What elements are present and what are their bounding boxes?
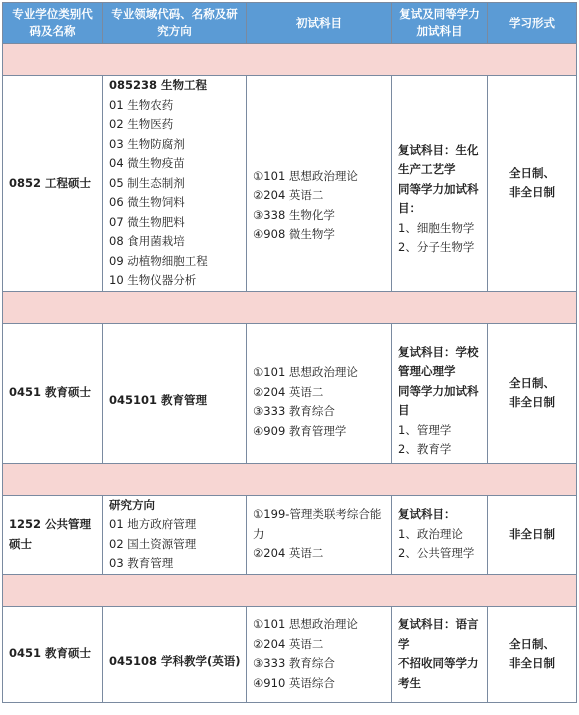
exam-item: ③333 教育综合: [253, 404, 335, 418]
mode-cell: [488, 495, 577, 574]
exam-item: ②204 英语二: [253, 636, 324, 651]
retest-item: 复试科目：语言学: [398, 617, 479, 651]
table-row: [3, 323, 577, 463]
retest-cell: [392, 323, 488, 463]
retest-item: 1、管理学: [398, 422, 452, 437]
mode-item: 非全日制: [509, 185, 555, 200]
field-item: 04 微生物疫苗: [109, 156, 185, 170]
field-title: 045101 教育管理: [109, 393, 208, 408]
exam-cell: [247, 323, 392, 463]
field-item: 01 地方政府管理: [109, 517, 197, 531]
field-item: 09 动植物细胞工程: [109, 253, 208, 268]
separator-row: [3, 463, 577, 495]
separator-row: [3, 291, 577, 323]
header-exam: 初试科目: [247, 3, 392, 44]
header-category: 专业学位类别代码及名称: [3, 3, 103, 44]
retest-item: 不招收同等学力考生: [398, 656, 479, 690]
exam-item: ①101 思想政治理论: [253, 365, 358, 379]
retest-item: 复试科目：学校管理心理学: [398, 344, 479, 378]
mode-item: 全日制、: [509, 375, 555, 390]
field-item: 06 微生物饲料: [109, 195, 185, 209]
table-row: [3, 495, 577, 574]
mode-cell: [488, 76, 577, 292]
retest-item: 1、政治理论: [398, 526, 463, 541]
exam-cell: [247, 76, 392, 292]
exam-item: ④909 教育管理学: [253, 423, 347, 438]
exam-item: ②204 英语二: [253, 546, 324, 561]
exam-item: ④908 微生物学: [253, 227, 335, 242]
mode-item: 非全日制: [509, 526, 555, 541]
separator-row: [3, 44, 577, 76]
exam-item: ③338 生物化学: [253, 207, 335, 222]
exam-item: ①101 思想政治理论: [253, 168, 358, 183]
mode-item: 非全日制: [509, 656, 555, 670]
field-item: 03 生物防腐剂: [109, 136, 185, 151]
retest-item: 同等学力加试科目: [398, 383, 479, 417]
retest-cell: [392, 76, 488, 292]
retest-item: 同等学力加试科目：: [398, 181, 479, 216]
separator-row: [3, 574, 577, 606]
exam-item: ④910 英语综合: [253, 675, 335, 690]
table-row: [3, 606, 577, 702]
category-cell: 0852 工程硕士: [3, 76, 103, 292]
exam-item: ②204 英语二: [253, 384, 324, 399]
mode-item: 全日制、: [509, 636, 555, 651]
category-cell: 1252 公共管理硕士: [3, 495, 103, 574]
category-cell: 0451 教育硕士: [3, 323, 103, 463]
exam-item: ①199-管理类联考综合能力: [253, 507, 382, 541]
exam-item: ②204 英语二: [253, 188, 324, 203]
exam-item: ③333 教育综合: [253, 656, 335, 670]
field-title: 研究方向: [109, 497, 155, 512]
retest-cell: [392, 495, 488, 574]
header-retest: 复试及同等学力加试科目: [392, 3, 488, 44]
field-item: 05 制生态制剂: [109, 175, 185, 190]
exam-cell: [247, 495, 392, 574]
retest-item: 2、教育学: [398, 442, 452, 456]
field-cell: [103, 323, 247, 463]
field-item: 02 生物医药: [109, 117, 174, 131]
field-item: 07 微生物肥料: [109, 214, 185, 229]
header-field: 专业领域代码、名称及研究方向: [103, 3, 247, 44]
header-row: [3, 3, 577, 44]
mode-item: 非全日制: [509, 395, 555, 409]
field-item: 10 生物仪器分析: [109, 273, 197, 287]
retest-cell: [392, 606, 488, 702]
field-item: 08 食用菌栽培: [109, 234, 185, 248]
category-cell: 0451 教育硕士: [3, 606, 103, 702]
field-item: 01 生物农药: [109, 97, 174, 112]
exam-cell: [247, 606, 392, 702]
exam-item: ①101 思想政治理论: [253, 617, 358, 631]
field-item: 02 国土资源管理: [109, 536, 197, 551]
field-cell: [103, 76, 247, 292]
retest-item: 1、细胞生物学: [398, 220, 475, 235]
retest-item: 复试科目：: [398, 507, 456, 522]
retest-item: 复试科目：生化生产工艺学: [398, 142, 479, 177]
table-row: [3, 76, 577, 292]
mode-item: 全日制、: [509, 165, 555, 180]
field-item: 03 教育管理: [109, 556, 174, 570]
header-mode: 学习形式: [488, 3, 577, 44]
field-title: 085238 生物工程: [109, 78, 208, 92]
field-cell: [103, 495, 247, 574]
retest-item: 2、分子生物学: [398, 240, 475, 255]
field-title: 045108 学科教学(英语): [109, 654, 241, 669]
admissions-table: [2, 2, 577, 703]
mode-cell: [488, 606, 577, 702]
mode-cell: [488, 323, 577, 463]
retest-item: 2、公共管理学: [398, 546, 475, 561]
field-cell: [103, 606, 247, 702]
